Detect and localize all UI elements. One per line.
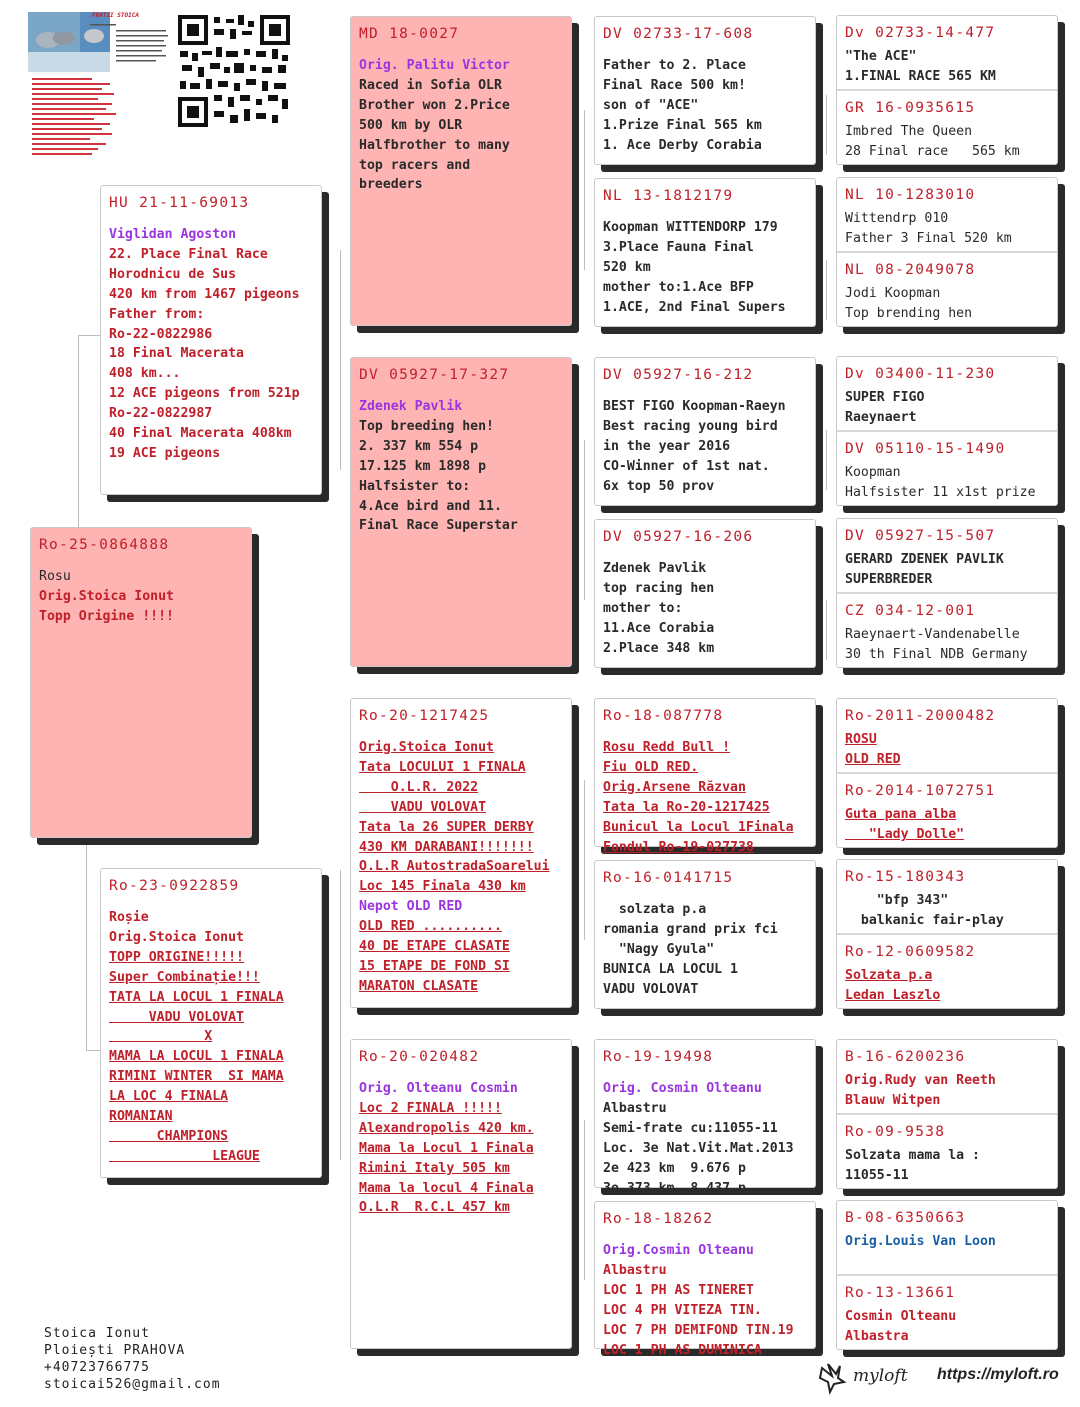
contact-name: Stoica Ionut bbox=[44, 1326, 150, 1341]
pigeon-info-line: 15 ETAPE DE FOND SI bbox=[359, 958, 510, 974]
pigeon-info-line: Orig.Rudy van Reeth bbox=[845, 1073, 996, 1088]
pigeon-info-line: Tata la 26 SUPER DERBY bbox=[359, 819, 534, 835]
dam-card[interactable] bbox=[100, 868, 322, 1178]
pigeon-note: Topp Origine !!!! bbox=[39, 608, 174, 624]
pigeon-info-line: Loc 145 Finala 430 km bbox=[359, 879, 526, 895]
pigeon-info-line: Koopman WITTENDORP 179 bbox=[603, 220, 778, 235]
pigeon-origin: Orig. Olteanu Cosmin bbox=[359, 1081, 518, 1096]
pigeon-info-line: CO-Winner of 1st nat. bbox=[603, 458, 770, 474]
pigeon-origin: Orig.Stoica Ionut bbox=[359, 740, 494, 755]
pigeon-info-line: ROSU bbox=[845, 732, 877, 747]
pigeon-info-line: Nepot OLD RED bbox=[359, 899, 463, 915]
pigeon-info-line: 3e 373 km 8.437 p bbox=[603, 1180, 746, 1196]
ring-number: DV 05927-16-212 bbox=[603, 367, 754, 383]
pigeon-info-line: LOC 7 PH DEMIFOND TIN.19 bbox=[603, 1322, 794, 1338]
ring-number: Ro-15-180343 bbox=[845, 869, 966, 885]
pigeon-info-line: 408 km... bbox=[109, 366, 181, 382]
pigeon-info-line: solzata p.a bbox=[603, 902, 707, 917]
logo-title: FRATII STOICA bbox=[92, 12, 139, 19]
sire-dam-sire-card[interactable] bbox=[594, 357, 816, 506]
pigeon-info-line: Ledan Laszlo bbox=[845, 987, 941, 1003]
sire-dam-dam-card[interactable] bbox=[594, 519, 816, 668]
pigeon-info-line: Fondul Ro-19-027738 bbox=[603, 839, 754, 855]
pigeon-info-line: Raeynaert-Vandenabelle bbox=[845, 627, 1020, 642]
pigeon-info-line: LA LOC 4 FINALA bbox=[109, 1089, 229, 1105]
pigeon-info-line: Imbred The Queen bbox=[845, 124, 973, 139]
pigeon-info-line: romania grand prix fci bbox=[603, 921, 778, 937]
brand-name: myloft bbox=[853, 1366, 908, 1386]
pigeon-info-line: Father from: bbox=[109, 306, 205, 322]
pigeon-info-line: Mama la Locul 1 Finala bbox=[359, 1140, 534, 1156]
contact-email[interactable]: stoicai526@gmail.com bbox=[44, 1377, 221, 1392]
pigeon-info-line: son of "ACE" bbox=[603, 97, 699, 113]
ring-number: B-16-6200236 bbox=[845, 1049, 966, 1065]
ring-number: Ro-2011-2000482 bbox=[845, 708, 996, 724]
ring-number: DV 05927-15-507 bbox=[845, 528, 996, 544]
pigeon-info-line: ROMANIAN bbox=[109, 1109, 173, 1125]
pigeon-origin: Orig.Stoica Ionut bbox=[109, 929, 244, 945]
pigeon-info-line: Loc. 3e Nat.Vit.Mat.2013 bbox=[603, 1140, 794, 1156]
pigeon-color: Roșie bbox=[109, 910, 149, 925]
pigeon-info-line: "Lady Dolle" bbox=[845, 826, 965, 842]
pigeon-info-line: OLD RED bbox=[845, 751, 901, 767]
dam-sire-dam-card[interactable] bbox=[594, 860, 816, 1009]
pigeon-info-line: 430 KM DARABANI!!!!!!! bbox=[359, 839, 534, 855]
pigeon-info-line: O.L.R AutostradaSoarelui bbox=[359, 859, 550, 875]
pigeon-info-line: LOC 4 PH VITEZA TIN. bbox=[603, 1302, 762, 1318]
pigeon-info-line: SUPER FIGO bbox=[845, 390, 925, 405]
ring-number: Ro-13-13661 bbox=[845, 1285, 956, 1301]
ring-number: DV 02733-17-608 bbox=[603, 26, 754, 42]
sire-dam-card[interactable] bbox=[350, 357, 572, 667]
pigeon-info-line: balkanic fair-play bbox=[845, 912, 1004, 928]
pigeon-info-line: Raced in Sofia OLR bbox=[359, 77, 502, 93]
pigeon-origin: Orig. Cosmin Olteanu bbox=[603, 1081, 762, 1096]
pigeon-info-line: 11.Ace Corabia bbox=[603, 620, 715, 636]
pigeon-info-line: Guta pana alba bbox=[845, 807, 957, 822]
pigeon-info-line: 28 Final race 565 km bbox=[845, 143, 1020, 159]
dam-sire-sire-card[interactable] bbox=[594, 698, 816, 855]
dam-dam-dam-card[interactable] bbox=[594, 1201, 816, 1358]
pigeon-info-line: Father 3 Final 520 km bbox=[845, 230, 1012, 246]
pigeon-info-line: 420 km from 1467 pigeons bbox=[109, 286, 300, 302]
pigeon-color: Rosu bbox=[39, 569, 71, 584]
pigeon-info-line: top racing hen bbox=[603, 580, 715, 596]
dam-sire-card[interactable] bbox=[350, 698, 572, 1008]
sire-sire-dam-card[interactable] bbox=[594, 178, 816, 327]
pigeon-info-line: "Nagy Gyula" bbox=[603, 941, 715, 957]
pigeon-info-line: Solzata p.a bbox=[845, 968, 933, 983]
pigeon-info-line: mother to:1.Ace BFP bbox=[603, 279, 754, 295]
ring-number: Ro-09-9538 bbox=[845, 1124, 946, 1140]
gen5-pair-card[interactable] bbox=[836, 859, 1058, 1009]
pigeon-info-line: 22. Place Final Race bbox=[109, 246, 268, 262]
pigeon-info-line: Tata la Ro-20-1217425 bbox=[603, 799, 770, 815]
pigeon-info-line: Top breeding hen! bbox=[359, 418, 494, 434]
ring-number: Dv 03400-11-230 bbox=[845, 366, 996, 382]
ring-number: NL 08-2049078 bbox=[845, 262, 976, 278]
sire-card[interactable] bbox=[100, 185, 322, 495]
pigeon-info-line: Rosu Redd Bull ! bbox=[603, 740, 731, 755]
gen5-pair-card[interactable] bbox=[836, 356, 1058, 506]
pigeon-info-line: GERARD ZDENEK PAVLIK bbox=[845, 552, 1004, 567]
pigeon-info-line: 3.Place Fauna Final bbox=[603, 239, 754, 255]
gen5-pair-card[interactable] bbox=[836, 1039, 1058, 1189]
ring-number: NL 10-1283010 bbox=[845, 187, 976, 203]
pigeon-info-line: Bunicul la Locul 1Finala bbox=[603, 819, 794, 835]
ring-number: Ro-2014-1072751 bbox=[845, 783, 996, 799]
subject-card[interactable] bbox=[30, 527, 252, 838]
pigeon-info-line: LOC 1 PH AS TINERET bbox=[603, 1282, 754, 1298]
ring-number: DV 05110-15-1490 bbox=[845, 441, 1006, 457]
pigeon-info-line: Alexandropolis 420 km. bbox=[359, 1120, 534, 1136]
pigeon-info-line: Ro-22-0822986 bbox=[109, 326, 213, 342]
pigeon-info-line: VADU VOLOVAT bbox=[603, 981, 699, 997]
pigeon-info-line: Orig.Louis Van Loon bbox=[845, 1234, 996, 1249]
ring-number: Ro-25-0864888 bbox=[39, 537, 170, 553]
myloft-bird-icon bbox=[818, 1360, 848, 1394]
pigeon-info-line: O.L.R R.C.L 457 km bbox=[359, 1200, 510, 1216]
pigeon-info-line: 40 DE ETAPE CLASATE bbox=[359, 939, 510, 955]
pigeon-info-line: 1. Ace Derby Corabia bbox=[603, 137, 762, 153]
sire-sire-card[interactable] bbox=[350, 16, 572, 326]
pigeon-info-line: Halfsister to: bbox=[359, 478, 471, 494]
pigeon-info-line: LOC 1 PH AS DUMINICA bbox=[603, 1342, 762, 1358]
pigeon-info-line: top racers and bbox=[359, 157, 471, 173]
sire-sire-sire-card[interactable] bbox=[594, 16, 816, 165]
ring-number: MD 18-0027 bbox=[359, 26, 460, 42]
breeder-contact bbox=[44, 1325, 221, 1393]
pigeon-info-line: Solzata mama la : bbox=[845, 1148, 980, 1163]
pigeon-info-line: Super Combinație!!! bbox=[109, 969, 260, 985]
pigeon-info-line: Tata LOCULUI 1 FINALA bbox=[359, 759, 526, 775]
pigeon-info-line: Wittendrp 010 bbox=[845, 211, 949, 226]
pigeon-info-line: 2.Place 348 km bbox=[603, 640, 715, 656]
ring-number: Dv 02733-14-477 bbox=[845, 25, 996, 41]
pigeon-info-line: 11055-11 bbox=[845, 1167, 909, 1183]
pigeon-info-line: Ro-22-0822987 bbox=[109, 406, 213, 422]
ring-number: DV 05927-17-327 bbox=[359, 367, 510, 383]
pigeon-info-line: Horodnicu de Sus bbox=[109, 266, 237, 282]
pigeon-info-line: 1.FINAL RACE 565 KM bbox=[845, 68, 996, 84]
ring-number: Ro-20-1217425 bbox=[359, 708, 490, 724]
pigeon-info-line: Best racing young bird bbox=[603, 418, 778, 434]
pigeon-info-line: mother to: bbox=[603, 600, 683, 616]
gen5-pair-card[interactable] bbox=[836, 15, 1058, 165]
ring-number: NL 13-1812179 bbox=[603, 188, 734, 204]
pigeon-info-line: 12 ACE pigeons from 521p bbox=[109, 386, 300, 402]
pigeon-info-line: in the year 2016 bbox=[603, 438, 731, 454]
ring-number: DV 05927-16-206 bbox=[603, 529, 754, 545]
pigeon-info-line: VADU VOLOVAT bbox=[359, 799, 487, 815]
pigeon-info-line: Blauw Witpen bbox=[845, 1092, 941, 1108]
pigeon-info-line: BUNICA LA LOCUL 1 bbox=[603, 961, 738, 977]
pigeon-info-line: Fiu OLD RED. bbox=[603, 759, 699, 775]
pigeon-color: Albastru bbox=[603, 1262, 667, 1278]
gen5-pair-card[interactable] bbox=[836, 518, 1058, 668]
ring-number: Ro-19-19498 bbox=[603, 1049, 714, 1065]
pigeon-info-line: 18 Final Macerata bbox=[109, 346, 244, 362]
qr-code-icon[interactable] bbox=[178, 15, 290, 127]
pigeon-origin: Orig.Cosmin Olteanu bbox=[603, 1243, 754, 1258]
pigeon-info-line: 4.Ace bird and 11. bbox=[359, 498, 502, 514]
pigeon-info-line: Koopman bbox=[845, 465, 901, 480]
ring-number: Ro-16-0141715 bbox=[603, 870, 734, 886]
pigeon-info-line: "The ACE" bbox=[845, 49, 917, 64]
pigeon-info-line: 17.125 km 1898 p bbox=[359, 458, 487, 474]
gen5-pair-card[interactable] bbox=[836, 177, 1058, 327]
pigeon-info-line: 520 km bbox=[603, 259, 651, 275]
pigeon-info-line: Father to 2. Place bbox=[603, 58, 746, 73]
pigeon-info-line: Cosmin Olteanu bbox=[845, 1309, 957, 1324]
pigeon-info-line: Final Race Superstar bbox=[359, 518, 518, 534]
pigeon-info-line: Loc 2 FINALA !!!!! bbox=[359, 1100, 502, 1116]
pigeon-info-line: Albastru bbox=[603, 1100, 667, 1116]
pigeon-info-line: Zdenek Pavlik bbox=[603, 561, 707, 576]
pigeon-origin: Orig. Palitu Victor bbox=[359, 58, 510, 73]
pigeon-info-line: Halfsister 11 x1st prize bbox=[845, 484, 1036, 500]
dam-dam-card[interactable] bbox=[350, 1039, 572, 1349]
pigeon-info-line: OLD RED .......... bbox=[359, 919, 502, 935]
pigeon-info-line: Orig.Arsene Răzvan bbox=[603, 779, 746, 795]
pigeon-info-line: MAMA LA LOCUL 1 FINALA bbox=[109, 1049, 284, 1065]
pigeon-info-line: BEST FIGO Koopman-Raeyn bbox=[603, 399, 786, 414]
pigeon-origin: Zdenek Pavlik bbox=[359, 399, 463, 414]
myloft-branding bbox=[818, 1360, 1068, 1396]
ring-number: HU 21-11-69013 bbox=[109, 195, 250, 211]
pigeon-info-line: MARATON CLASATE bbox=[359, 978, 479, 994]
pigeon-info-line: 500 km by OLR bbox=[359, 117, 463, 133]
gen5-pair-card[interactable] bbox=[836, 1200, 1058, 1350]
pigeon-info-line: Semi-frate cu:11055-11 bbox=[603, 1120, 778, 1136]
brand-url-link[interactable]: https://myloft.ro bbox=[937, 1366, 1059, 1383]
pigeon-info-line: Brother won 2.Price bbox=[359, 97, 510, 113]
pigeon-info-line: X bbox=[109, 1029, 213, 1045]
pigeon-info-line: 1.Prize Final 565 km bbox=[603, 117, 762, 133]
pigeon-origin: Orig.Stoica Ionut bbox=[39, 588, 174, 604]
pigeon-info-line: 2e 423 km 9.676 p bbox=[603, 1160, 746, 1176]
pigeon-info-line: Raeynaert bbox=[845, 409, 917, 425]
pigeon-info-line: Top brending hen bbox=[845, 305, 973, 321]
ring-number: GR 16-0935615 bbox=[845, 100, 976, 116]
pigeon-info-line: "bfp 343" bbox=[845, 893, 949, 908]
pigeon-info-line: VADU VOLOVAT bbox=[109, 1009, 244, 1025]
dam-dam-sire-card[interactable] bbox=[594, 1039, 816, 1196]
pigeon-info-line: Rimini Italy 505 km bbox=[359, 1160, 510, 1176]
pigeon-info-line: 1.ACE, 2nd Final Supers bbox=[603, 299, 786, 315]
pigeon-info-line: Final Race 500 km! bbox=[603, 77, 746, 93]
pigeon-info-line: 40 Final Macerata 408km bbox=[109, 426, 292, 442]
ring-number: Ro-18-087778 bbox=[603, 708, 724, 724]
pigeon-info-line: TOPP ORIGINE!!!!! bbox=[109, 949, 244, 965]
pigeon-info-line: LEAGUE bbox=[109, 1148, 260, 1164]
pigeon-info-line: 19 ACE pigeons bbox=[109, 445, 221, 461]
pigeon-info-line: O.L.R. 2022 bbox=[359, 779, 479, 795]
pigeon-info-line: Jodi Koopman bbox=[845, 286, 941, 301]
pigeon-info-line: Albastra bbox=[845, 1328, 909, 1344]
gen5-pair-card[interactable] bbox=[836, 698, 1058, 848]
pigeon-origin: Viglidan Agoston bbox=[109, 227, 237, 242]
pigeon-info-line: SUPERBREDER bbox=[845, 571, 933, 587]
ring-number: B-08-6350663 bbox=[845, 1210, 966, 1226]
breeder-logo bbox=[28, 12, 173, 162]
pigeon-info-line: 6x top 50 prov bbox=[603, 478, 715, 494]
ring-number: Ro-20-020482 bbox=[359, 1049, 480, 1065]
pigeon-info-line: 30 th Final NDB Germany bbox=[845, 646, 1028, 662]
pigeon-info-line: Mama la locul 4 Finala bbox=[359, 1180, 534, 1196]
ring-number: Ro-23-0922859 bbox=[109, 878, 240, 894]
ring-number: Ro-18-18262 bbox=[603, 1211, 714, 1227]
pigeon-info-line: breeders bbox=[359, 177, 423, 193]
pigeon-info-line: 2. 337 km 554 p bbox=[359, 438, 479, 454]
pigeon-info-line: Halfbrother to many bbox=[359, 137, 510, 153]
contact-city: Ploiești PRAHOVA bbox=[44, 1343, 186, 1358]
ring-number: CZ 034-12-001 bbox=[845, 603, 976, 619]
contact-phone[interactable]: +40723766775 bbox=[44, 1360, 150, 1375]
pigeon-info-line: TATA LA LOCUL 1 FINALA bbox=[109, 989, 284, 1005]
pigeon-info-line: RIMINI WINTER SI MAMA bbox=[109, 1069, 284, 1085]
pigeon-info-line: CHAMPIONS bbox=[109, 1128, 229, 1144]
ring-number: Ro-12-0609582 bbox=[845, 944, 976, 960]
